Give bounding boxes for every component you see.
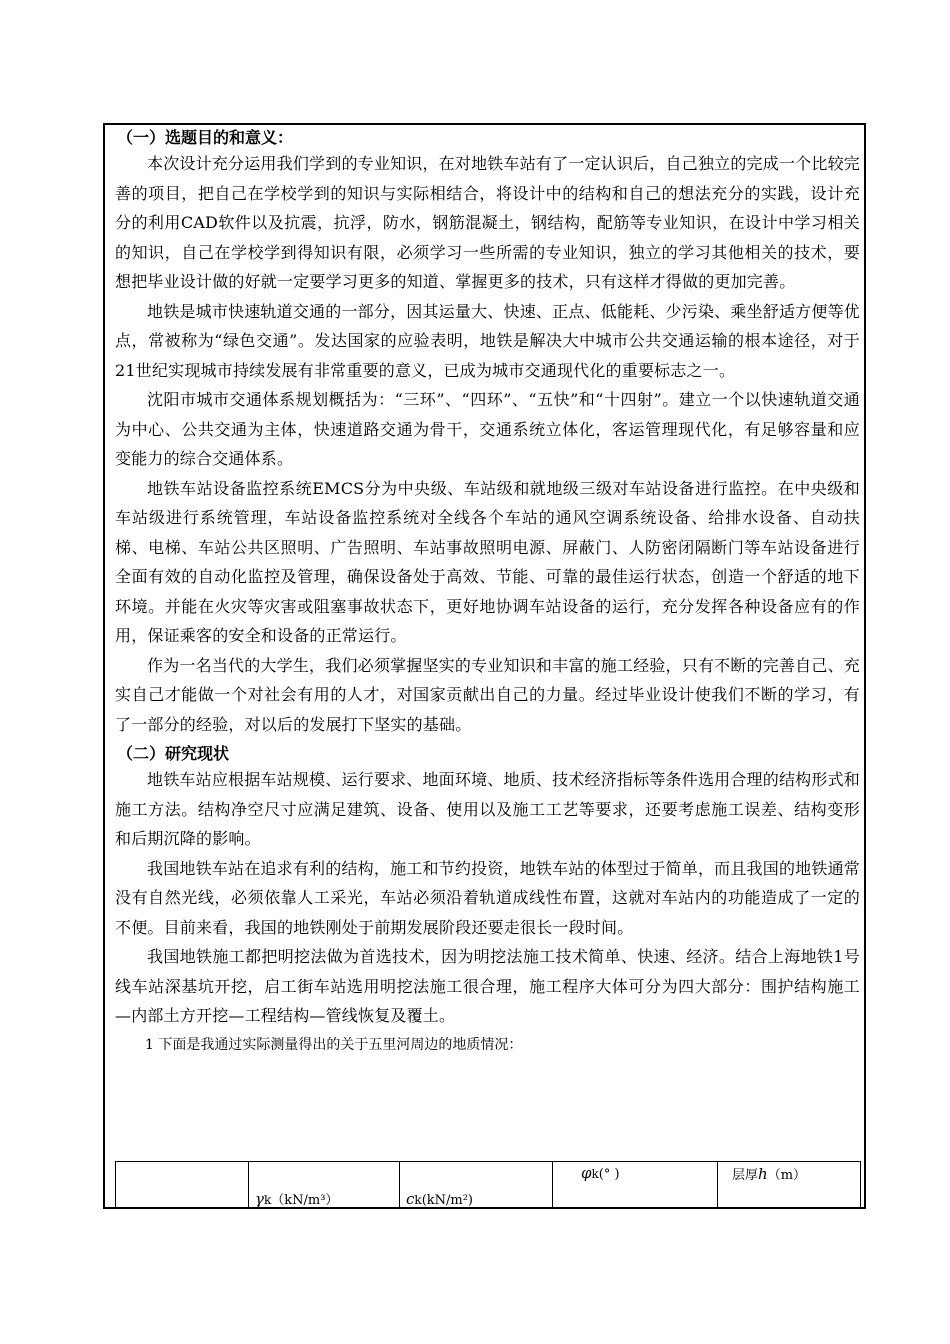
section1-paragraph: 沈阳市城市交通体系规划概括为：“三环”、“四环”、“五快”和“十四射”。建立一个以快速轨道交通为中心、公共交通为主体，快速道路交通为骨干，交通系统立体化，客运管理现代化，有足够容量和应变能力的综合交通体系。	[115, 390, 860, 468]
document-frame	[103, 123, 866, 1209]
table-row	[116, 1162, 861, 1210]
thickness-label: 层厚	[732, 1168, 759, 1183]
table-header-thickness	[718, 1162, 861, 1210]
document-content	[115, 127, 860, 1057]
section2-heading: （二）研究现状	[117, 744, 230, 763]
geology-table	[115, 1161, 861, 1209]
section2-paragraph: 地铁车站应根据车站规模、运行要求、地面环境、地质、技术经济指标等条件选用合理的结构形式和施工方法。结构净空尺寸应满足建筑、设备、使用以及施工工艺等要求，还要考虑施工误差、结构变形和后期沉降的影响。	[115, 770, 860, 848]
thickness-unit: （m）	[767, 1168, 807, 1183]
section1-paragraph: 地铁车站设备监控系统EMCS分为中央级、车站级和就地级三级对车站设备进行监控。在中央级和车站级进行系统管理，车站设备监控系统对全线各个车站的通风空调系统设备、给排水设备、自动扶梯、电梯、车站公共区照明、广告照明、车站事故照明电源、屏蔽门、人防密闭隔断门等车站设备进行全面有效的自动化监控及管理，确保设备处于高效、节能、可靠的最佳运行状态，创造一个舒适的地下环境。并能在火灾等灾害或阻塞事故状态下，更好地协调车站设备的运行，充分发挥各种设备应有的作用，保证乘客的安全和设备的正常运行。	[115, 478, 860, 645]
phi-subscript: k	[591, 1167, 599, 1181]
cohesion-subscript: k	[414, 1193, 422, 1207]
section1-paragraph: 作为一名当代的大学生，我们必须掌握坚实的专业知识和丰富的施工经验，只有不断的完善自己、充实自己才能做一个对社会有用的人才，对国家贡献出自己的力量。经过毕业设计使我们不断的学习，有了一部分的经验，对以后的发展打下坚实的基础。	[115, 655, 860, 734]
section1-heading: （一）选题目的和意义：	[117, 128, 294, 147]
section1-paragraph: 本次设计充分运用我们学到的专业知识，在对地铁车站有了一定认识后，自己独立的完成一个比较完善的项目，把自己在学校学到的知识与实际相结合，将设计中的结构和自己的想法充分的实践，设计充分的利用CAD软件以及抗震，抗浮，防水，钢筋混凝土，钢结构，配筋等专业知识，在设计中学习相关的知识，自己在学校学到得知识有限，必须学习一些所需的专业知识，独立的学习其他相关的技术，要想把毕业设计做的好就一定要学习更多的知道、掌握更多的技术，只有这样才得做的更加完善。	[115, 154, 860, 291]
table-header-gamma	[249, 1162, 400, 1210]
cohesion-unit: (kN/m²)	[421, 1193, 474, 1208]
geology-note: 1 下面是我通过实际测量得出的关于五里河周边的地质情况：	[145, 1036, 523, 1053]
gamma-subscript: k	[263, 1193, 272, 1207]
thickness-symbol: h	[758, 1165, 768, 1183]
phi-symbol: φ	[581, 1164, 592, 1182]
gamma-symbol: γ	[255, 1190, 264, 1208]
table-header-phi	[553, 1162, 718, 1210]
gamma-unit: （kN/m³）	[271, 1193, 339, 1208]
table-header-cohesion	[400, 1162, 553, 1210]
section2-paragraph: 我国地铁施工都把明挖法做为首选技术，因为明挖法施工技术简单、快速、经济。结合上海地铁1号线车站深基坑开挖，启工街车站选用明挖法施工很合理，施工程序大体可分为四大部分：围护结构施工—内部土方开挖—工程结构—管线恢复及覆土。	[115, 947, 860, 1025]
section1-paragraph: 地铁是城市快速轨道交通的一部分，因其运量大、快速、正点、低能耗、少污染、乘坐舒适方便等优点，常被称为“绿色交通”。发达国家的应验表明，地铁是解决大中城市公共交通运输的根本途径，对于21世纪实现城市持续发展有非常重要的意义，已成为城市交通现代化的重要标志之一。	[115, 301, 860, 380]
table-cell-empty	[116, 1162, 249, 1210]
phi-unit: (° )	[598, 1167, 620, 1182]
cohesion-symbol: c	[406, 1190, 415, 1208]
section2-paragraph: 我国地铁车站在追求有利的结构，施工和节约投资，地铁车站的体型过于简单，而且我国的地铁通常没有自然光线，必须依靠人工采光，车站必须沿着轨道成线性布置，这就对车站内的功能造成了一定的不便。目前来看，我国的地铁刚处于前期发展阶段还要走很长一段时间。	[115, 858, 860, 937]
